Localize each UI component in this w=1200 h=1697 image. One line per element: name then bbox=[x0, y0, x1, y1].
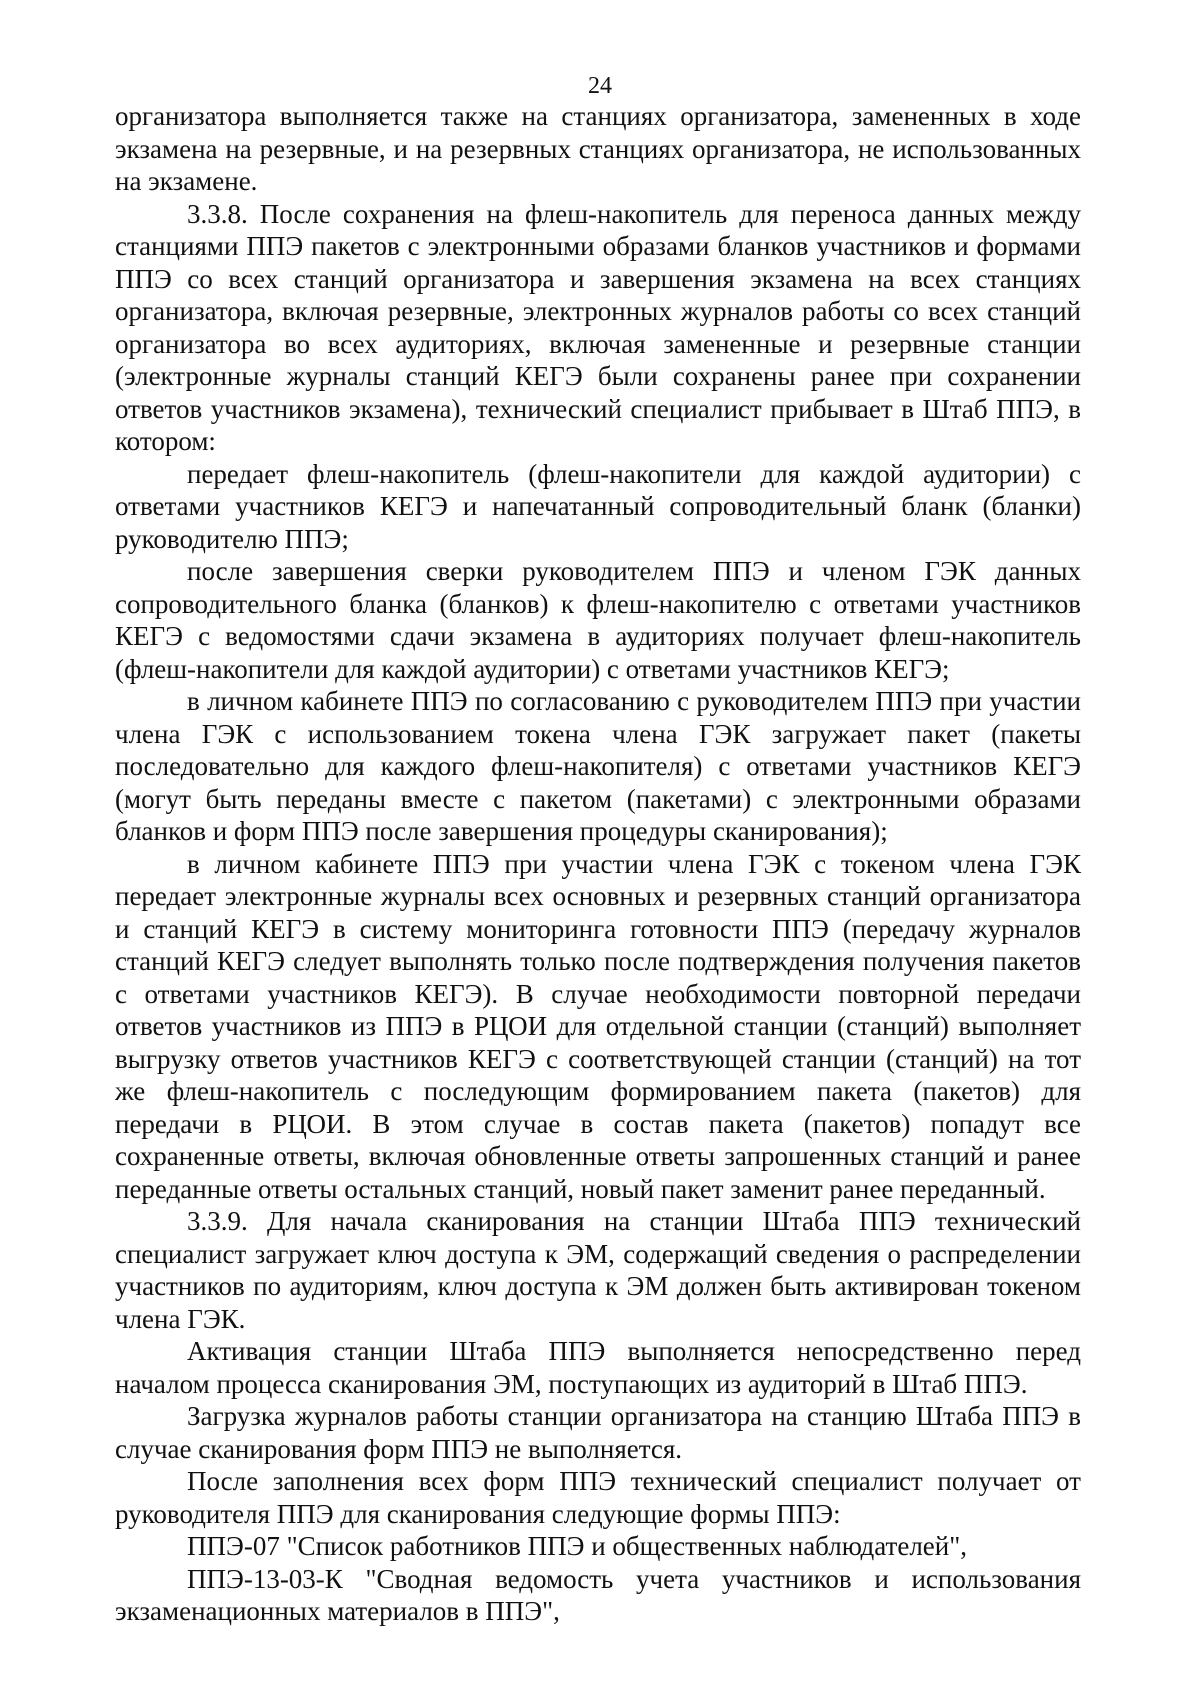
page-number: 24 bbox=[588, 73, 612, 99]
paragraph: в личном кабинете ППЭ по согласованию с руководителем ППЭ при участии члена ГЭК с использованием токена члена ГЭК загружает пакет (пакеты последовательно для каждого флеш-накопителя) с ответами участников КЕГЭ (могут быть переданы вместе с пакетом (пакетами) с электронными образами бланков и форм ППЭ после завершения процедуры сканирования); bbox=[115, 686, 1081, 846]
paragraph: организатора выполняется также на станциях организатора, замененных в ходе экзамена на резервные, и на резервных станциях организатора, не использованных на экзамене. bbox=[115, 101, 1081, 196]
paragraph: ППЭ-07 "Список работников ППЭ и общественных наблюдателей", bbox=[187, 1531, 968, 1561]
paragraph: 3.3.9. Для начала сканирования на станции Штаба ППЭ технический специалист загружает ключ доступа к ЭМ, содержащий сведения о распределении участников по аудиториям, ключ доступа к ЭМ должен быть активирован токеном члена ГЭК. bbox=[115, 1206, 1081, 1334]
paragraph: Активация станции Штаба ППЭ выполняется непосредственно перед началом процесса сканирования ЭМ, поступающих из аудиторий в Штаб ППЭ. bbox=[115, 1336, 1081, 1399]
paragraph: передает флеш-накопитель (флеш-накопители для каждой аудитории) с ответами участников КЕГЭ и напечатанный сопроводительный бланк (бланки) руководителю ППЭ; bbox=[115, 458, 1081, 554]
paragraph: Загрузка журналов работы станции организатора на станцию Штаба ППЭ в случае сканирования форм ППЭ не выполняется. bbox=[115, 1401, 1081, 1464]
paragraph: в личном кабинете ППЭ при участии члена ГЭК с токеном члена ГЭК передает электронные журналы всех основных и резервных станций организатора и станций КЕГЭ в систему мониторинга готовности ППЭ (передачу журналов станций КЕГЭ следует выполнять только после подтверждения получения пакетов с ответами участников КЕГЭ). В случае необходимости повторной передачи ответов участников из ППЭ в РЦОИ для отдельной станции (станций) выполняет выгрузку ответов участников КЕГЭ с соответствующей станции (станций) на тот же флеш-накопитель с последующим формированием пакета (пакетов) для передачи в РЦОИ. В этом случае в состав пакета (пакетов) попадут все сохраненные ответы, включая обновленные ответы запрошенных станций и ранее переданные ответы остальных станций, новый пакет заменит ранее переданный. bbox=[115, 848, 1081, 1204]
paragraph: После заполнения всех форм ППЭ технический специалист получает от руководителя ППЭ для сканирования следующие формы ППЭ: bbox=[115, 1466, 1081, 1529]
paragraph: 3.3.8. После сохранения на флеш-накопитель для переноса данных между станциями ППЭ пакетов с электронными образами бланков участников и формами ППЭ со всех станций организатора и завершения экзамена на всех станциях организатора, включая резервные, электронных журналов работы со всех станций организатора во всех аудиториях, включая замененные и резервные станции (электронные журналы станций КЕГЭ были сохранены ранее при сохранении ответов участников экзамена), технический специалист прибывает в Штаб ППЭ, в котором: bbox=[115, 198, 1081, 456]
paragraph: после завершения сверки руководителем ППЭ и членом ГЭК данных сопроводительного бланка (бланков) к флеш-накопителю с ответами участников КЕГЭ с ведомостями сдачи экзамена в аудиториях получает флеш-накопитель (флеш-накопители для каждой аудитории) с ответами участников КЕГЭ; bbox=[115, 556, 1081, 684]
paragraph: ППЭ-13-03-К "Сводная ведомость учета участников и использования экзаменационных материалов в ППЭ", bbox=[115, 1563, 1081, 1626]
document-body bbox=[115, 100, 1081, 1628]
